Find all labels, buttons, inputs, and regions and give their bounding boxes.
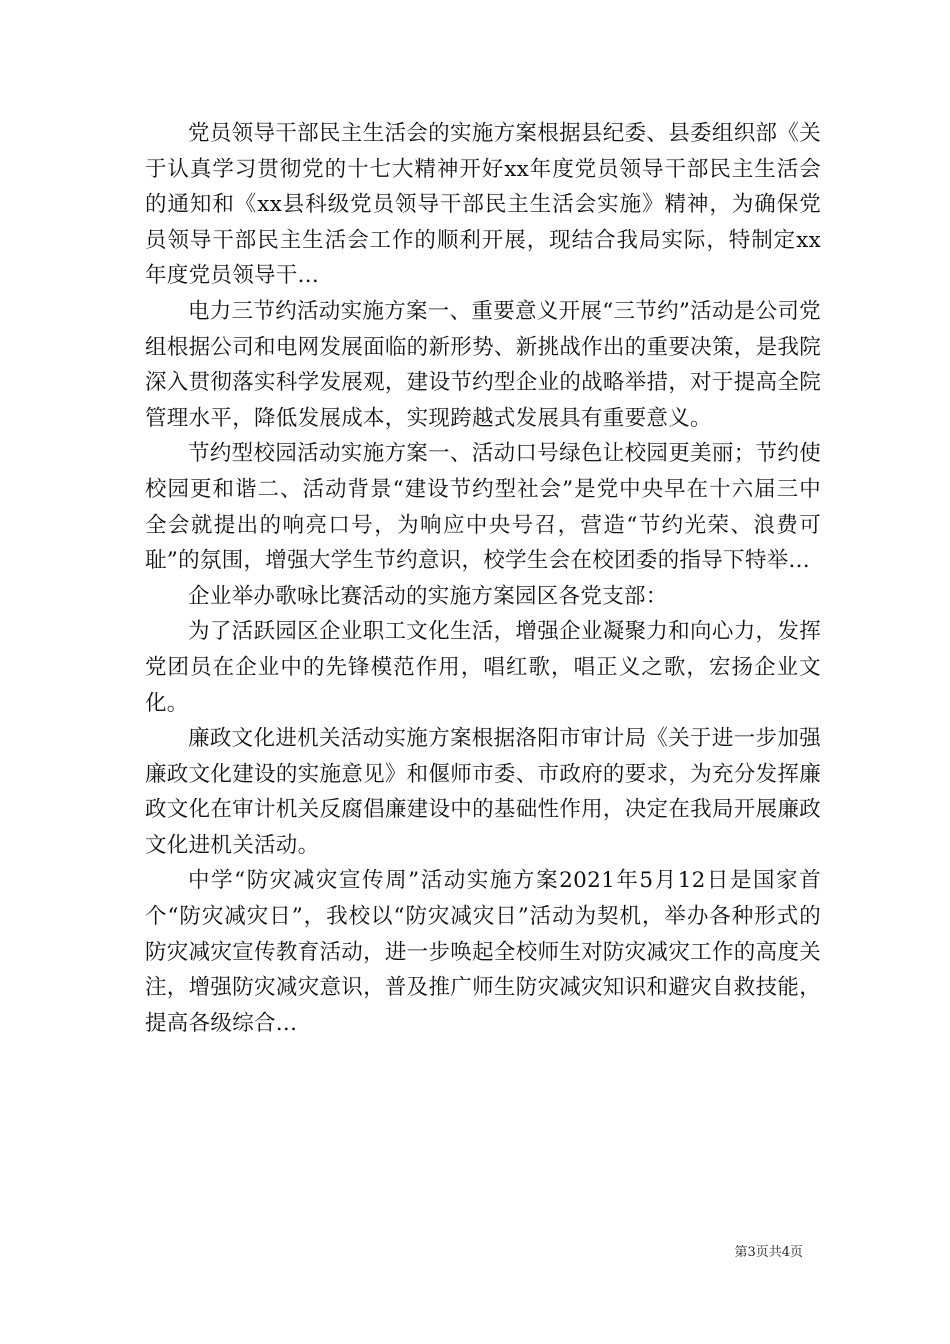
paragraph-2: 电力三节约活动实施方案一、重要意义开展“三节约”活动是公司党组根据公司和电网发展面临的新形势、新挑战作出的重要决策，是我院深入贯彻落实科学发展观，建设节约型企业的战略举措，对于提高全院管理水平，降低发展成本，实现跨越式发展具有重要意义。 bbox=[145, 298, 821, 431]
page-number: 第3页共4页 bbox=[734, 1245, 803, 1260]
paragraph-5: 为了活跃园区企业职工文化生活，增强企业凝聚力和向心力，发挥党团员在企业中的先锋模范作用，唱红歌，唱正义之歌，宏扬企业文化。 bbox=[145, 619, 821, 716]
paragraph-7: 中学“防灾减灾宣传周”活动实施方案2021年5月12日是国家首个“防灾减灾日”，我校以“防灾减灾日”活动为契机，举办各种形式的防灾减灾宣传教育活动，进一步唤起全校师生对防灾减灾工作的高度关注，增强防灾减灾意识，普及推广师生防灾减灾知识和避灾自救技能，提高各级综合... bbox=[145, 868, 821, 1036]
paragraph-6: 廉政文化进机关活动实施方案根据洛阳市审计局《关于进一步加强廉政文化建设的实施意见》和偃师市委、市政府的要求，为充分发挥廉政文化在审计机关反腐倡廉建设中的基础性作用，决定在我局开展廉政文化进机关活动。 bbox=[145, 726, 821, 858]
paragraph-4: 企业举办歌咏比赛活动的实施方案园区各党支部： bbox=[188, 583, 668, 609]
document-body bbox=[145, 116, 821, 1041]
paragraph-1: 党员领导干部民主生活会的实施方案根据县纪委、县委组织部《关于认真学习贯彻党的十七大精神开好xx年度党员领导干部民主生活会的通知和《xx县科级党员领导干部民主生活会实施》精神，为确保党员领导干部民主生活会工作的顺利开展，现结合我局实际，特制定xx年度党员领导干... bbox=[145, 121, 821, 289]
paragraph-3: 节约型校园活动实施方案一、活动口号绿色让校园更美丽；节约使校园更和谐二、活动背景“建设节约型社会”是党中央早在十六届三中全会就提出的响亮口号，为响应中央号召，营造“节约光荣、浪费可耻”的氛围，增强大学生节约意识，校学生会在校团委的指导下特举... bbox=[145, 441, 821, 574]
